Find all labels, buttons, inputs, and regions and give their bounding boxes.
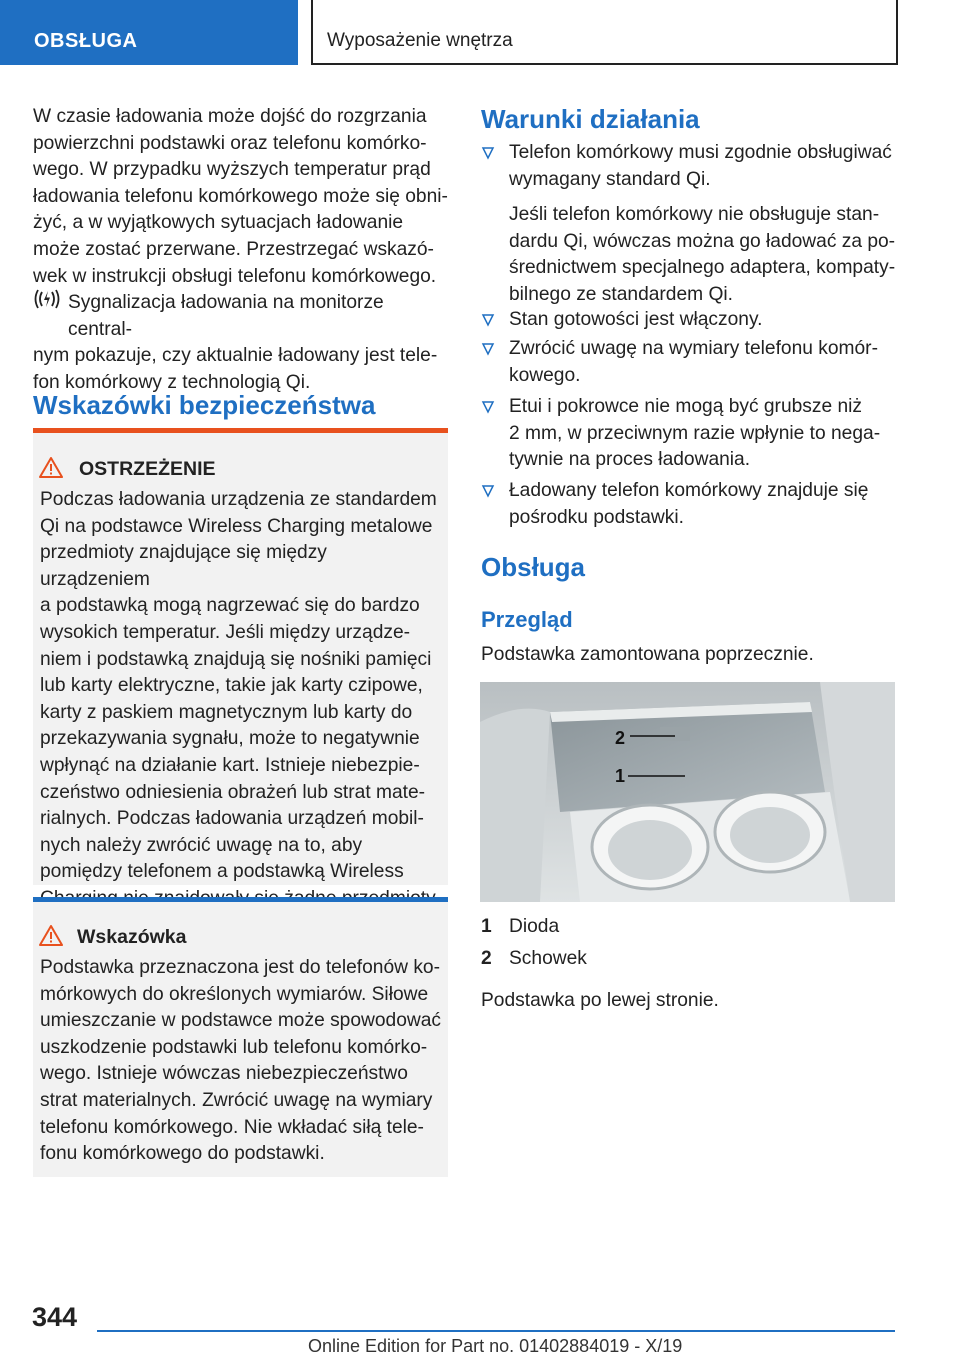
text-line: kowego. bbox=[509, 364, 581, 386]
text-line: fonu komórkowego do podstawki. bbox=[40, 1143, 325, 1165]
text-line: Stan gotowości jest włączony. bbox=[509, 309, 763, 330]
text-line: a podstawką mogą nagrzewać się do bardzo bbox=[40, 595, 420, 617]
text-line: telefonu komórkowego. Nie wkładać siłą tele- bbox=[40, 1116, 424, 1138]
warning-icon bbox=[39, 456, 63, 478]
text-line: umieszczanie w podstawce może spowodować bbox=[40, 1010, 441, 1032]
footer-divider bbox=[97, 1330, 895, 1332]
signal-paragraph bbox=[33, 290, 453, 396]
text-line: fon komórkowy z technologią Qi. bbox=[33, 371, 311, 393]
text-line: przekazywania sygnału, może to negatywnie bbox=[40, 728, 420, 750]
triangle-bullet-icon bbox=[481, 342, 495, 356]
text-line: nych należy zwrócić uwagę na to, aby bbox=[40, 834, 363, 856]
bullet-text bbox=[509, 478, 899, 531]
overview-heading: Przegląd bbox=[481, 607, 573, 632]
text-line: Telefon komórkowy musi zgodnie obsługiwać bbox=[509, 142, 892, 163]
text-line: nym pokazuje, czy aktualnie ładowany jest tele- bbox=[33, 345, 438, 367]
text-line: wymagany standard Qi. bbox=[509, 168, 711, 190]
warning-text bbox=[40, 487, 442, 913]
safety-heading: Wskazówki bezpieczeństwa bbox=[33, 390, 376, 420]
overview-text: Podstawka zamontowana poprzecznie. bbox=[481, 644, 814, 665]
warning-bar bbox=[33, 428, 448, 433]
triangle-bullet-icon bbox=[481, 146, 495, 160]
text-line: wysokich temperatur. Jeśli między urządze- bbox=[40, 621, 411, 643]
text-line: W czasie ładowania może dojść do rozgrzania bbox=[33, 106, 427, 127]
operation-heading: Obsługa bbox=[481, 552, 586, 582]
photo-label: 2 bbox=[615, 728, 626, 748]
text-line: Qi na podstawce Wireless Charging metalowe bbox=[40, 515, 433, 537]
text-line: średnictwem specjalnego adaptera, kompaty- bbox=[509, 257, 896, 279]
text-line: Jeśli telefon komórkowy nie obsługuje stan- bbox=[509, 204, 880, 226]
text-line: pośrodku podstawki. bbox=[509, 506, 684, 528]
legend-number: 1 bbox=[481, 916, 492, 937]
conditions-heading: Warunki działania bbox=[481, 104, 700, 134]
text-line: Podstawka przeznaczona jest do telefonów ko- bbox=[40, 957, 440, 978]
text-line: ładowania telefonu komórkowego może się obni- bbox=[33, 185, 448, 207]
text-line: tywnie na proces ładowania. bbox=[509, 449, 751, 471]
text-line: lub karty elektryczne, takie jak karty czipowe, bbox=[40, 675, 423, 697]
page-number: 344 bbox=[32, 1302, 78, 1332]
note-bar bbox=[33, 897, 448, 902]
text-line: uszkodzenie podstawki lub telefonu komórko- bbox=[40, 1036, 428, 1058]
text-line: niem i podstawką znajdują się nośniki pamięci bbox=[40, 648, 432, 670]
footer-edition: Online Edition for Part no. 01402884019 - X/19 bbox=[308, 1336, 683, 1356]
note-text bbox=[40, 955, 442, 1168]
text-line: powierzchni podstawki oraz telefonu komórko- bbox=[33, 132, 427, 154]
text-line: karty z paskiem magnetycznym lub karty do bbox=[40, 701, 413, 723]
text-line: dardu Qi, wówczas można go ładować za po- bbox=[509, 230, 896, 252]
intro-paragraph bbox=[33, 104, 453, 290]
warning-title: OSTRZEŻENIE bbox=[79, 458, 216, 480]
charging-tray-photo bbox=[480, 682, 895, 902]
section-tab bbox=[0, 0, 298, 65]
triangle-bullet-icon bbox=[481, 313, 495, 327]
after-text: Podstawka po lewej stronie. bbox=[481, 990, 719, 1011]
text-line: bilnego ze standardem Qi. bbox=[509, 283, 733, 305]
text-line: Etui i pokrowce nie mogą być grubsze niż bbox=[509, 396, 863, 417]
chapter-title: Wyposażenie wnętrza bbox=[327, 30, 513, 51]
text-line: Podczas ładowania urządzenia ze standardem bbox=[40, 489, 437, 510]
section-title: OBSŁUGA bbox=[34, 30, 138, 52]
text-line: przedmioty znajdujące się między urządzeniem bbox=[40, 542, 327, 590]
chapter-header bbox=[311, 0, 898, 65]
legend-label: Dioda bbox=[509, 916, 560, 937]
text-line: wpłynąć na działanie kart. Istnieje niebezpie- bbox=[40, 754, 420, 776]
triangle-bullet-icon bbox=[481, 484, 495, 498]
bullet-text bbox=[509, 307, 899, 334]
text-line: żyć, a w wyjątkowych sytuacjach ładowanie bbox=[33, 212, 404, 234]
legend-label: Schowek bbox=[509, 948, 587, 969]
text-line: Sygnalizacja ładowania na monitorze central- bbox=[68, 292, 384, 340]
text-line: może zostać przerwane. Przestrzegać wskazó- bbox=[33, 238, 434, 260]
bullet-text bbox=[509, 140, 899, 309]
triangle-bullet-icon bbox=[481, 400, 495, 414]
photo-label: 1 bbox=[615, 766, 626, 786]
text-line: strat materialnych. Zwrócić uwagę na wymiary bbox=[40, 1089, 433, 1111]
text-line: wego. W przypadku wyższych temperatur prąd bbox=[33, 159, 431, 181]
bullet-text bbox=[509, 394, 899, 474]
text-line: Ładowany telefon komórkowy znajduje się bbox=[509, 480, 869, 501]
text-line: 2 mm, w przeciwnym razie wpłynie to nega- bbox=[509, 422, 881, 444]
text-line: mórkowych do określonych wymiarów. Siłowe bbox=[40, 983, 429, 1005]
legend-item bbox=[481, 948, 587, 970]
text-line: Zwrócić uwagę na wymiary telefonu komór- bbox=[509, 338, 878, 359]
legend-item bbox=[481, 916, 559, 938]
text-line: wego. Istnieje wówczas niebezpieczeństwo bbox=[40, 1063, 408, 1085]
note-box bbox=[33, 897, 448, 1177]
bullet-text bbox=[509, 336, 899, 389]
note-title: Wskazówka bbox=[77, 926, 187, 948]
legend-number: 2 bbox=[481, 948, 492, 969]
warning-icon bbox=[39, 924, 63, 946]
text-line: pomiędzy telefonem a podstawką Wireless bbox=[40, 861, 404, 883]
text-line: czeństwo odniesienia obrażeń lub strat mate- bbox=[40, 781, 426, 803]
text-line: rialnych. Podczas ładowania urządzeń mobil- bbox=[40, 808, 424, 830]
text-line: wek w instrukcji obsługi telefonu komórkowego. bbox=[33, 265, 437, 287]
warning-box bbox=[33, 428, 448, 885]
